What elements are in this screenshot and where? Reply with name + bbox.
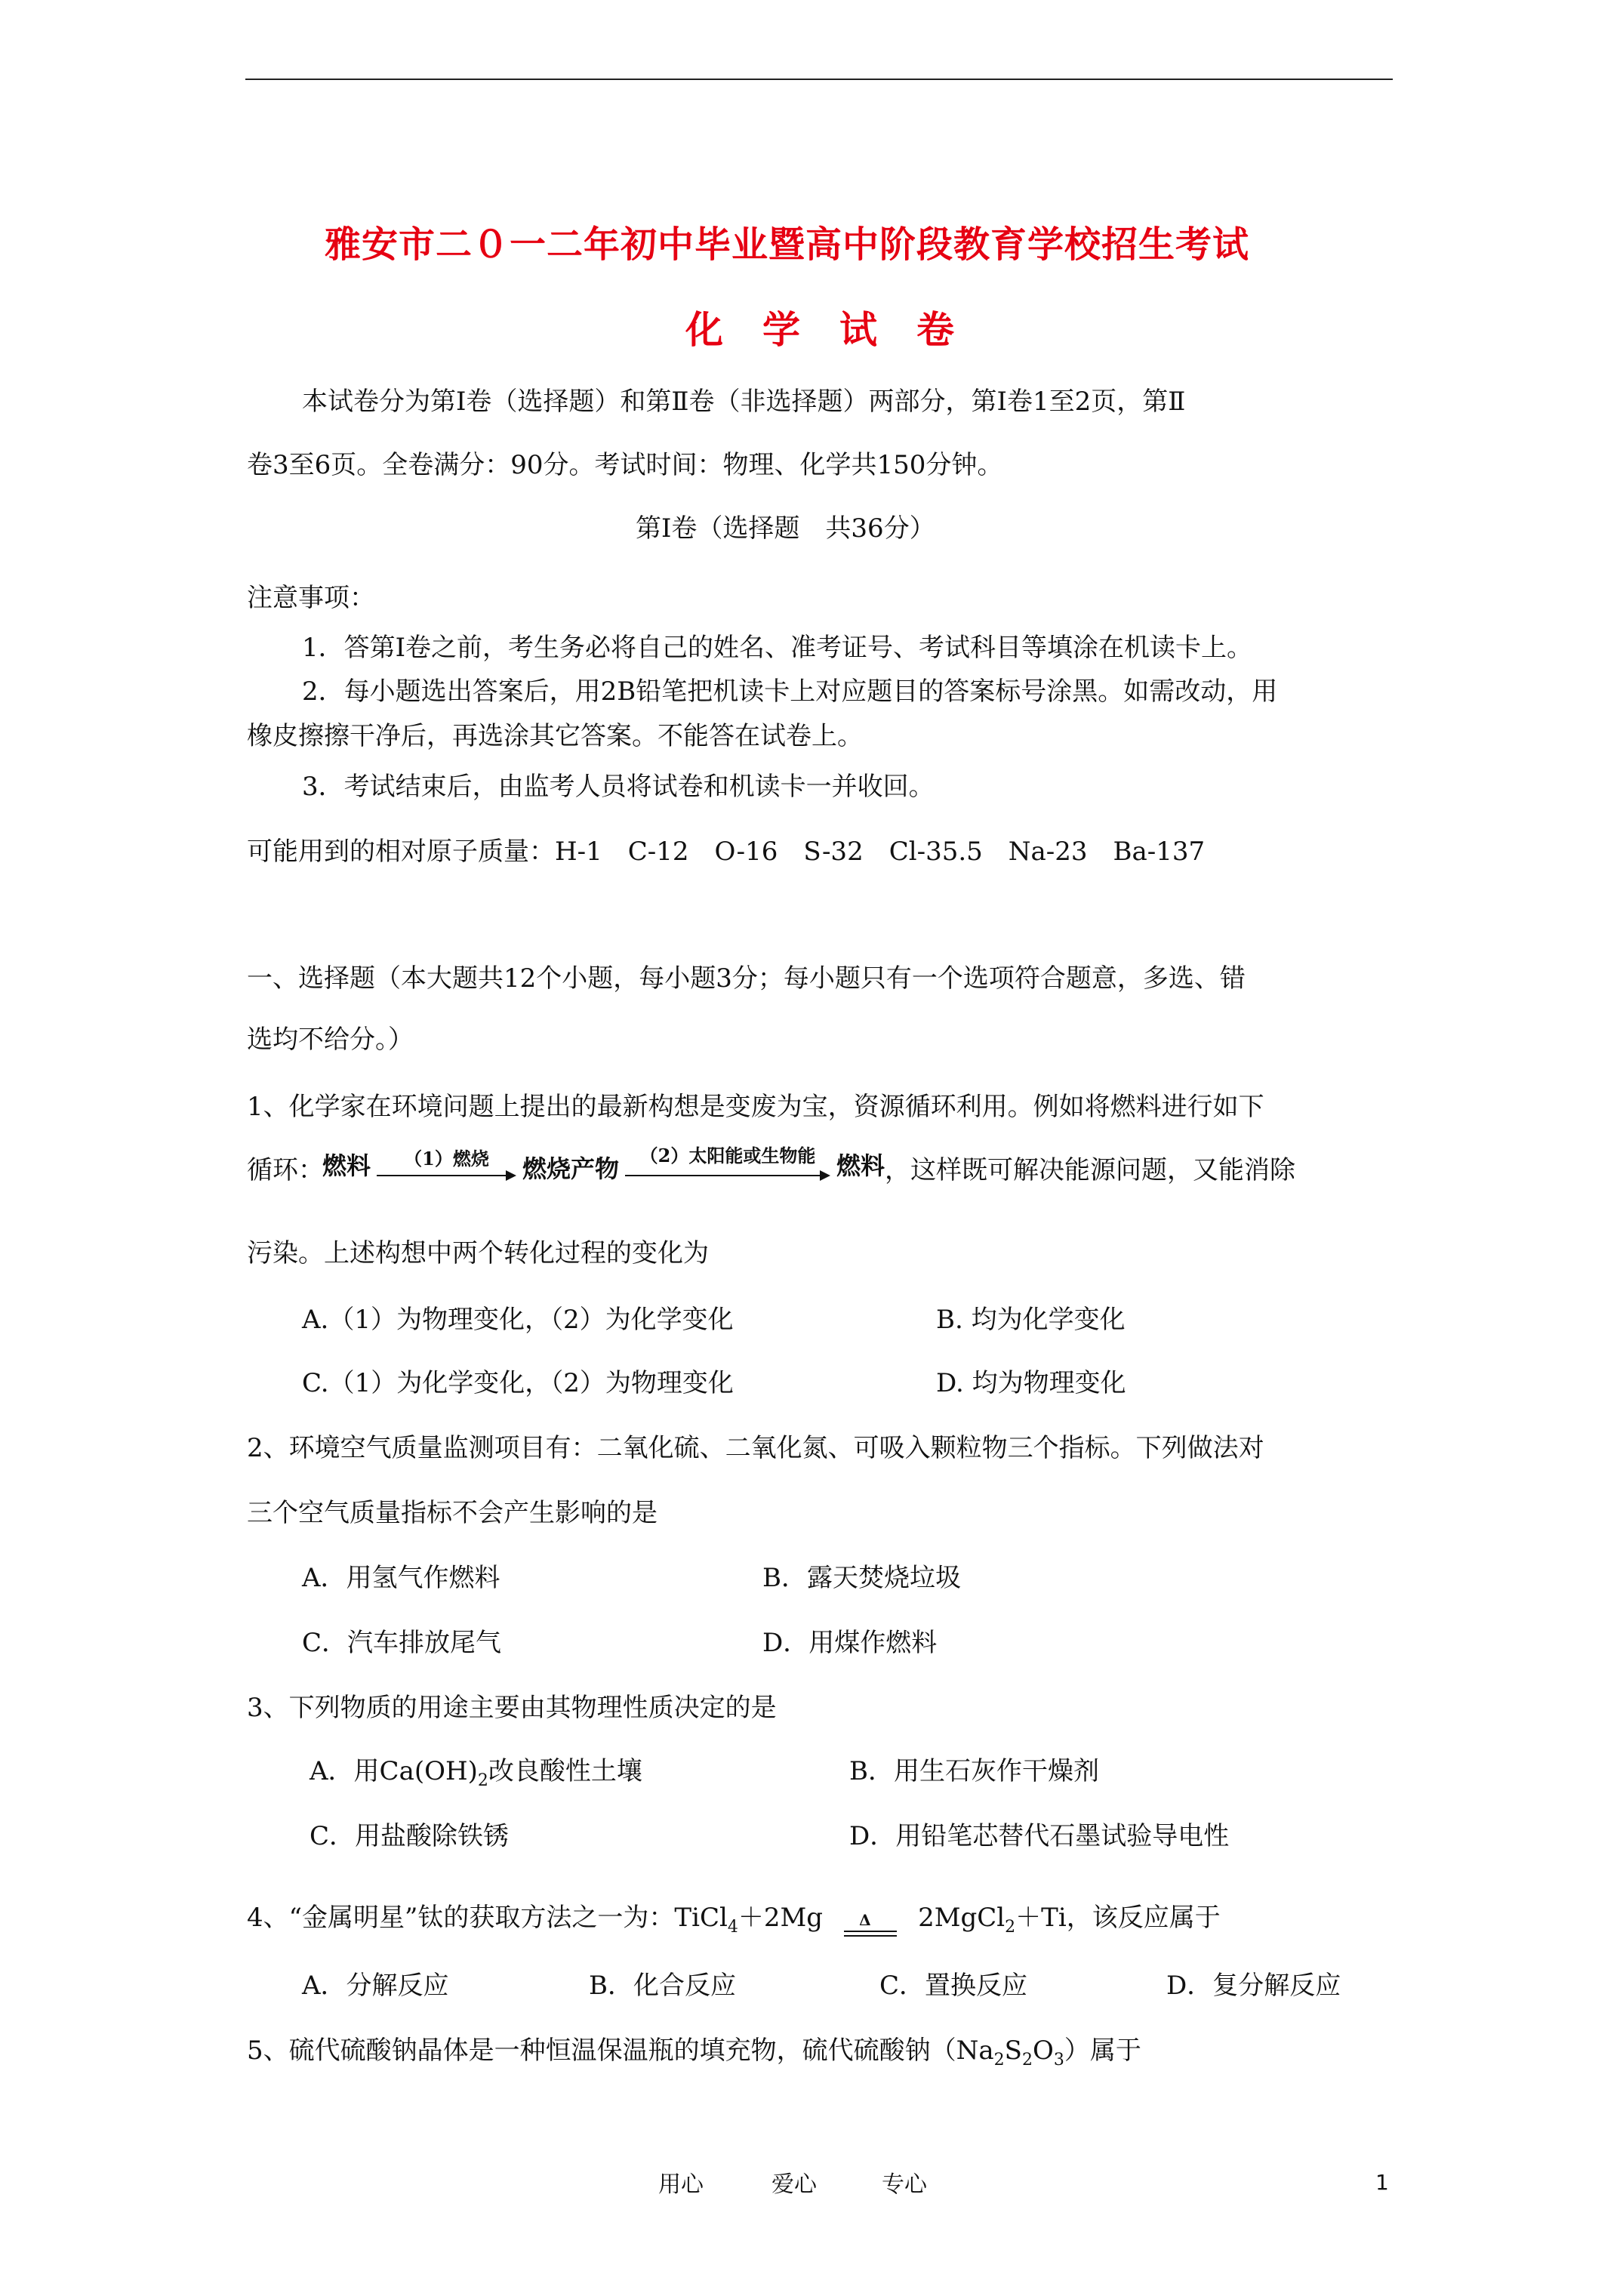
q3-option-a-pre: A．用Ca(OH) bbox=[310, 1756, 478, 1786]
q1-cycle-prefix: 循环： bbox=[247, 1155, 324, 1185]
cycle-arrow-1 bbox=[377, 1148, 516, 1185]
cycle-node-fuel: 燃料 bbox=[322, 1151, 371, 1180]
subtitle-char: 化 bbox=[685, 307, 723, 352]
q2-stem-line-1: 2、环境空气质量监测项目有：二氧化硫、二氧化氮、可吸入颗粒物三个指标。下列做法对 bbox=[247, 1433, 1264, 1463]
subtitle-char: 学 bbox=[762, 307, 800, 352]
q4-option-d: D．复分解反应 bbox=[1166, 1971, 1341, 2001]
note-2a: 2．每小题选出答案后，用2B铅笔把机读卡上对应题目的答案标号涂黑。如需改动，用 bbox=[302, 676, 1278, 707]
atomic-masses: 可能用到的相对原子质量：H-1 C-12 O-16 S-32 Cl-35.5 Na-23 Ba-137 bbox=[247, 837, 1206, 867]
note-3: 3．考试结束后，由监考人员将试卷和机读卡一并收回。 bbox=[302, 772, 935, 802]
delta-icon: Δ bbox=[859, 1910, 871, 1929]
subscript: 3 bbox=[1053, 2050, 1064, 2069]
section-heading: 第Ⅰ卷（选择题 共36分） bbox=[636, 513, 935, 544]
subscript: 2 bbox=[993, 2050, 1005, 2069]
part-1-line-1: 一、选择题（本大题共12个小题，每小题3分；每小题只有一个选项符合题意，多选、错 bbox=[247, 963, 1246, 994]
q4-option-a: A．分解反应 bbox=[302, 1971, 449, 2001]
q5-element: O bbox=[1032, 2036, 1054, 2066]
subscript: 2 bbox=[477, 1771, 488, 1790]
arrow-head-icon bbox=[506, 1170, 516, 1181]
q3-option-a bbox=[310, 1756, 642, 1796]
q4-post-2: ＋Ti，该反应属于 bbox=[1015, 1903, 1221, 1933]
heating-equals-sign bbox=[836, 1912, 904, 1943]
q3-option-c: C．用盐酸除铁锈 bbox=[310, 1821, 510, 1851]
q4-pre: 4、“金属明星”钛的获取方法之一为：TiCl bbox=[247, 1903, 728, 1933]
subscript: 4 bbox=[727, 1917, 738, 1937]
cycle-arrow-2 bbox=[625, 1145, 830, 1185]
paper-subtitle bbox=[685, 300, 954, 354]
q1-cycle-suffix: ，这样既可解决能源问题，又能消除 bbox=[885, 1155, 1296, 1185]
cycle-arrow-2-label: （2）太阳能或生物能 bbox=[639, 1145, 816, 1166]
q1-stem-line-3: 污染。上述构想中两个转化过程的变化为 bbox=[247, 1238, 709, 1268]
q1-option-b: B. 均为化学变化 bbox=[936, 1305, 1126, 1335]
equals-line bbox=[844, 1931, 897, 1932]
footer-word-2: 爱心 bbox=[771, 2171, 817, 2198]
q3-option-b: B．用生石灰作干燥剂 bbox=[849, 1756, 1099, 1786]
part-1-line-2: 选均不给分。） bbox=[247, 1025, 414, 1055]
q3-stem: 3、下列物质的用途主要由其物理性质决定的是 bbox=[247, 1693, 777, 1723]
subtitle-char: 试 bbox=[839, 307, 877, 352]
q5-stem bbox=[247, 2036, 1141, 2076]
footer-word-3: 专心 bbox=[882, 2171, 927, 2198]
q3-option-a-post: 改良酸性土壤 bbox=[488, 1756, 642, 1786]
intro-line-2: 卷3至6页。全卷满分：90分。考试时间：物理、化学共150分钟。 bbox=[247, 450, 1003, 480]
note-2b: 橡皮擦擦干净后，再选涂其它答案。不能答在试卷上。 bbox=[247, 721, 863, 751]
arrow-head-icon bbox=[820, 1170, 830, 1181]
q4-stem bbox=[247, 1903, 1221, 1943]
subscript: 2 bbox=[1005, 1917, 1016, 1937]
q1-cycle-line bbox=[247, 1145, 1296, 1185]
q4-post-1: 2MgCl bbox=[918, 1903, 1006, 1933]
page-number: 1 bbox=[1375, 2170, 1389, 2195]
subtitle-char: 卷 bbox=[916, 307, 954, 352]
cycle-arrow-1-label: （1）燃烧 bbox=[404, 1148, 489, 1170]
arrow-line bbox=[377, 1175, 509, 1176]
q2-option-a: A．用氢气作燃料 bbox=[302, 1563, 500, 1593]
equals-line bbox=[844, 1935, 897, 1937]
q1-stem-line-1: 1、化学家在环境问题上提出的最新构想是变废为宝，资源循环利用。例如将燃料进行如下 bbox=[247, 1092, 1264, 1122]
q2-option-b: B．露天焚烧垃圾 bbox=[762, 1563, 961, 1593]
q5-pre: 5、硫代硫酸钠晶体是一种恒温保温瓶的填充物，硫代硫酸钠（Na bbox=[247, 2036, 994, 2066]
q1-option-a: A.（1）为物理变化，（2）为化学变化 bbox=[302, 1305, 734, 1335]
q5-post: ）属于 bbox=[1064, 2036, 1141, 2066]
q3-option-d: D．用铅笔芯替代石墨试验导电性 bbox=[849, 1821, 1230, 1851]
exam-title: 雅安市二０一二年初中毕业暨高中阶段教育学校招生考试 bbox=[325, 223, 1250, 266]
q4-option-c: C．置换反应 bbox=[879, 1971, 1028, 2001]
intro-line-1: 本试卷分为第Ⅰ卷（选择题）和第Ⅱ卷（非选择题）两部分，第Ⅰ卷1至2页，第Ⅱ bbox=[302, 387, 1186, 417]
q2-stem-line-2: 三个空气质量指标不会产生影响的是 bbox=[247, 1498, 658, 1528]
cycle-node-products: 燃烧产物 bbox=[522, 1154, 620, 1183]
q1-option-d: D. 均为物理变化 bbox=[936, 1368, 1126, 1398]
note-1: 1．答第Ⅰ卷之前，考生务必将自己的姓名、准考证号、考试科目等填涂在机读卡上。 bbox=[302, 633, 1253, 663]
cycle-node-fuel-2: 燃料 bbox=[836, 1151, 885, 1180]
q2-option-d: D．用煤作燃料 bbox=[762, 1628, 938, 1658]
notes-heading: 注意事项： bbox=[247, 583, 375, 613]
arrow-line bbox=[625, 1175, 823, 1176]
q4-mid: ＋2Mg bbox=[738, 1903, 824, 1933]
q1-option-c: C.（1）为化学变化，（2）为物理变化 bbox=[302, 1368, 734, 1398]
q2-option-c: C．汽车排放尾气 bbox=[302, 1628, 502, 1658]
footer-word-1: 用心 bbox=[658, 2171, 704, 2198]
subscript: 2 bbox=[1021, 2050, 1033, 2069]
header-rule bbox=[245, 79, 1393, 80]
q5-element: S bbox=[1004, 2036, 1022, 2066]
q4-option-b: B．化合反应 bbox=[589, 1971, 736, 2001]
